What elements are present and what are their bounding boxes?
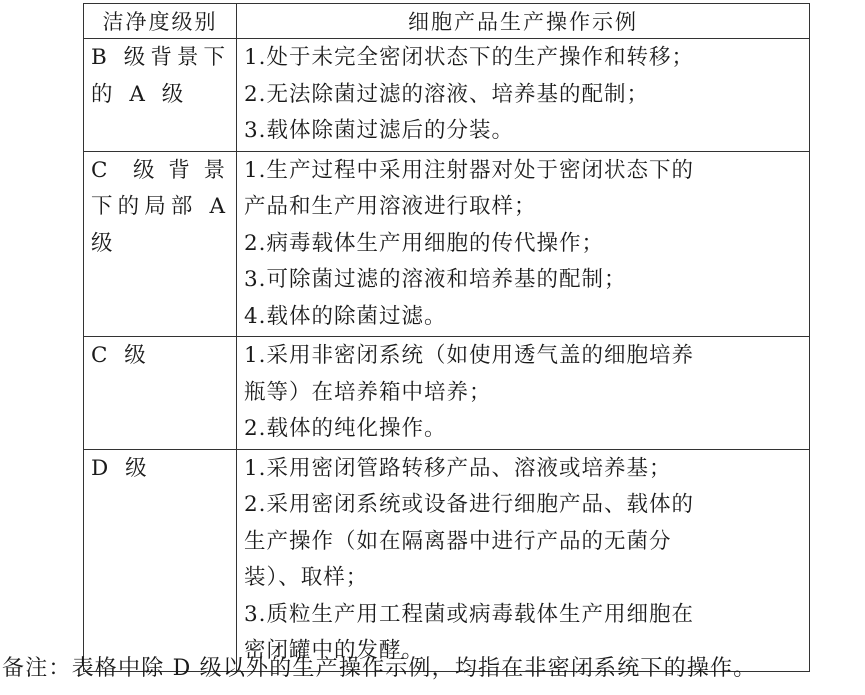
table-header-row bbox=[84, 4, 810, 39]
cleanliness-table bbox=[83, 3, 810, 672]
example-line: 2.采用密闭系统或设备进行细胞产品、载体的 bbox=[244, 492, 695, 517]
example-line: 密闭罐中的发酵。 bbox=[244, 638, 425, 663]
examples-cell bbox=[237, 449, 810, 671]
example-line: 2.载体的纯化操作。 bbox=[244, 416, 447, 441]
table-footnote: 备注：表格中除 D 级以外的生产操作示例，均指在非密闭系统下的操作。 bbox=[2, 656, 757, 681]
level-cell: C 级 bbox=[84, 337, 237, 450]
examples-cell bbox=[237, 337, 810, 450]
example-line: 1.采用非密闭系统（如使用透气盖的细胞培养 bbox=[244, 343, 695, 368]
example-line: 装）、取样； bbox=[244, 565, 369, 590]
example-line: 4.载体的除菌过滤。 bbox=[244, 303, 447, 329]
level-cell: C 级背景下的局部 A 级 bbox=[84, 151, 237, 337]
example-line: 3.可除菌过滤的溶液和培养基的配制； bbox=[244, 267, 627, 292]
examples-cell bbox=[237, 39, 810, 152]
header-production-examples: 细胞产品生产操作示例 bbox=[237, 4, 810, 39]
level-cell: B 级背景下的 A 级 bbox=[84, 39, 237, 152]
example-line: 1.采用密闭管路转移产品、溶液或培养基； bbox=[244, 455, 672, 481]
example-line: 3.质粒生产用工程菌或病毒载体生产用细胞在 bbox=[244, 601, 695, 627]
example-line: 3.载体除菌过滤后的分装。 bbox=[244, 118, 515, 143]
examples-cell bbox=[237, 151, 810, 337]
example-line: 2.无法除菌过滤的溶液、培养基的配制； bbox=[244, 81, 650, 107]
example-line: 瓶等）在培养箱中培养； bbox=[244, 379, 492, 405]
table-row bbox=[84, 39, 810, 152]
example-line: 生产操作（如在隔离器中进行产品的无菌分 bbox=[244, 528, 672, 554]
header-cleanliness-level: 洁净度级别 bbox=[84, 4, 237, 39]
example-line: 2.病毒载体生产用细胞的传代操作； bbox=[244, 230, 605, 256]
table-row bbox=[84, 449, 810, 671]
level-cell: D 级 bbox=[84, 449, 237, 671]
table-row bbox=[84, 151, 810, 337]
example-line: 1.生产过程中采用注射器对处于密闭状态下的 bbox=[244, 157, 695, 183]
example-line: 产品和生产用溶液进行取样； bbox=[244, 194, 537, 219]
example-line: 1.处于未完全密闭状态下的生产操作和转移； bbox=[244, 45, 695, 70]
table-row bbox=[84, 337, 810, 450]
